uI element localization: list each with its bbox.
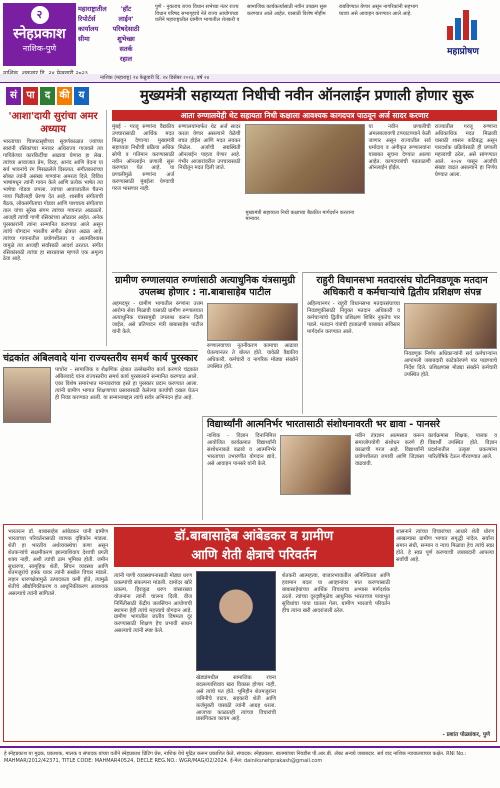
side-link: सीमा (78, 35, 90, 43)
feature-column: शासनाने त्यांच्या विचारांच्या आधारे शेती धोरण आखल्यास ग्रामीण भागात समृद्धी नांदेल. सर्वांना समान संधी, सन्मान व न्याय मिळावा हेच त्यांचे स्वप्न होते. हे स्वप्न पूर्ण करण्याची जबाबदारी आपल्या सर्वांची आहे. (396, 529, 494, 563)
masthead-label: 'हॉट (120, 5, 132, 13)
side-link: कार्यालय (78, 25, 99, 33)
feature-headline-line: डॉ.बाबासाहेब आंबेडकर व ग्रामीण (174, 529, 334, 544)
masthead (0, 0, 500, 83)
feature-column: शेतकरी आत्महत्या, बाजारभावातील अनिश्चितता आणि हवामान बदल या आव्हानांवर मात करण्यासाठी बाबासाहेबांच्या आर्थिक विचारांचा अभ्यास मार्गदर्शक ठरतो. त्यांच्या दूरदृष्टीमुळेच आधुनिक भारताच्या पायाभूत सुविधांचा पाया घातला गेला. ग्रामीण भारताचे परिवर्तन हीच त्यांना खरी आदरांजली ठरेल. (282, 573, 390, 614)
election-story-body: अहिल्यानगर - राहुरी विधानसभा मतदारसंघाच्या निवडणुकीसाठी नियुक्त मतदान अधिकारी व कर्मचाऱ्यांचे द्वितीय प्रशिक्षण शिबिर नुकतेच पार पडले. मतदान यंत्रांची हाताळणी याबाबत सविस्तर मार्गदर्शन करण्यात आले. (307, 301, 400, 335)
section-letter: की (57, 87, 72, 105)
newspaper-logo (3, 3, 76, 66)
award-winner-photo (3, 367, 51, 423)
edition-number: २ (31, 6, 49, 24)
paper-name: स्नेहप्रकाश (13, 26, 66, 42)
top-story-subheadline: आता रुग्णालयेही थेट सहायता निधी कक्षाला आवश्यक कागदपत्र पाठवून अर्ज सादर करणार (112, 110, 497, 121)
feature-column: त्यांनी पाणी व्यवस्थापनासाठी मोठ्या धरण प्रकल्पांची संकल्पना मांडली. दामोदर खोरे प्रकल्प, हिराकुड धरण यांसारख्या योजनांना त्यांनी चालना दिली. वीज निर्मितीसाठी केंद्रीय जलसिंचन आयोगाची स्थापना हेही त्यांचे महत्त्वाचे योगदान आहे. ग्रामीण भागातील जातीय विषमता दूर करण्यासाठी शिक्षण हेच प्रभावी साधन असल्याचे त्यांनी स्पष्ट केले. (114, 573, 192, 635)
science-body: कार्यक्रमास शिक्षक, पालक व विद्यार्थी उपस्थित होते. विज्ञान प्रदर्शनातील उत्कृष्ट प्रकल्पांना पारितोषिके देऊन गौरवण्यात आले. (428, 433, 497, 460)
edition-name: नाशिक-पुणे (22, 44, 57, 53)
masthead-strip: नाशिक (महाराष्ट्र) २४ फेब्रुवारी दि. २४ डिसेंबर २०२३, वर्ष २४ (0, 74, 500, 82)
training-photo (404, 303, 497, 349)
science-photo (280, 435, 351, 495)
award-body: पाचोरा - सामाजिक व शैक्षणिक क्षेत्रात उल्लेखनीय कार्य करणारे चंद्रकांत अंबिलवादे यांना राज्यस्तरीय समर्थ कार्य पुरस्काराने सन्मानित करण्यात आले. एका विशेष समारंभात मान्यवरांच्या हस्ते हा पुरस्कार प्रदान करण्यात आला. त्यांनी ग्रामीण भागात शिक्षणाच्या प्रसारासाठी केलेल्या कार्याची दखल घेऊन ही निवड करण्यात आली. या सन्मानाबद्दल त्यांचे सर्वत्र अभिनंदन होत आहे. (55, 367, 198, 401)
election-story-body: निवडणूक निर्णय अधिकाऱ्यांनी सर्व कर्मचाऱ्यांना आपापली जबाबदारी काटेकोरपणे पार पाडण्याचे निर्देश दिले. प्रशिक्षणास मोठ्या संख्येने कर्मचारी उपस्थित होते. (404, 351, 497, 378)
feature-headline-line: आणि शेती क्षेत्राचे परिवर्तन (191, 548, 317, 563)
section-band (0, 84, 500, 108)
meeting-photo (245, 124, 365, 223)
feature-column: खेड्यांमधील सामाजिक रचना बदलल्याशिवाय खरा विकास होणार नाही, असे त्यांचे मत होते. भूमिहीन शेतमजुरांना जमिनीचे वाटप, सहकारी शेती आणि कर्जमुक्ती यासाठी त्यांनी आग्रह धरला. आजच्या काळातही त्यांच्या विचारांची प्रासंगिकता कायम आहे. (196, 675, 276, 723)
top-story-photo-block (245, 124, 365, 270)
top-story-body: राज्यातील गरजू रुग्णांना अधिकाधिक मदत मिळावी यासाठी शासन कटिबद्ध असून पारदर्शक प्रक्रियेसाठी ही प्रणाली महत्त्वाची ठरेल, असे सांगण्यात आले. २०२४ पासून अर्जांची संख्या वाढत असल्याने हा निर्णय घेण्यात आला. (434, 124, 497, 179)
science-body: नवीन तंत्रज्ञान आत्मसात करून समाजोपयोगी संशोधन करणे ही काळाची गरज आहे. विद्यार्थ्यांनी प्रयोगशीलता जपावी आणि जिज्ञासा वाढवावी. (355, 433, 424, 467)
section-letter: सं (6, 87, 21, 105)
science-story (202, 416, 497, 520)
election-story-headline: राहुरी विधानसभा मतदारसंघ घोटनिवडणूक मतदान अधिकारी व कर्मचाऱ्यांचे द्वितीय प्रशिक्षण संपन्न (316, 275, 488, 298)
section-letter: य (74, 87, 89, 105)
side-link: महाराष्ट्रातील (78, 5, 107, 13)
top-story (112, 110, 497, 270)
main-headline: मुख्यमंत्री सहाय्यता निधीची नवीन ऑनलाईन प्रणाली होणार सुरू (140, 88, 474, 104)
hospital-story-body: अहमदपूर - ग्रामीण भागातील रुग्णांना उत्तम आरोग्य सेवा मिळावी यासाठी ग्रामीण रुग्णालयात अत्याधुनिक यंत्रसामुग्री उपलब्ध करून दिली जाईल, असे प्रतिपादन मंत्री बाबासाहेब पाटील यांनी केले. (112, 301, 203, 335)
hospital-story-body: रुग्णालयाच्या नूतनीकरण कामाचा आढावा घेतल्यानंतर ते बोलत होते. यावेळी वैद्यकीय अधिकारी, कर्मचारी व नागरिक मोठ्या संख्येने उपस्थित होते. (207, 343, 298, 371)
masthead-label: रहाल (119, 55, 133, 63)
feature-author: - प्रशांत पोळ्यांकर, पुणे (442, 732, 490, 738)
science-body: नाशिक - विज्ञान दिनानिमित्त आयोजित कार्यक्रमात विद्यार्थ्यांनी संशोधनाकडे वळावे व आत्मनिर्भर भारताच्या उभारणीत योगदान द्यावे, असे आवाहन पानसरे यांनी केले. (207, 433, 276, 467)
masthead-label: लाईन' (118, 15, 134, 23)
award-story (3, 350, 198, 520)
award-headline: चंद्रकांत अंबिलवादे यांना राज्यस्तरीय समर्थ कार्य पुरस्कार (3, 353, 198, 364)
hospital-story-headline: ग्रामीण रुग्णालयात रुग्णांसाठी अत्याधुनिक यंत्रसामुग्री उपलब्ध होणार : ना.बाबासाहेब पाटील (114, 275, 296, 298)
section-title (6, 87, 89, 105)
top-story-body: या नवीन प्रणालीची अंमलबजावणी टप्प्याटप्प्याने केली जाणार असून राज्यातील सर्व धर्मादाय व अंगीकृत रुग्णालयांना याबाबत सूचना देण्यात आल्या आहेत. कागदपत्रांची पडताळणी ऑनलाईन होईल. (368, 124, 431, 172)
editorial-column (3, 110, 107, 346)
election-story (302, 272, 497, 414)
top-story-body: मुंबई - गरजू रुग्णांना वैद्यकीय उपचारासाठी आर्थिक मदत मिळवून देणाऱ्या मुख्यमंत्री सहाय्यता निधीची प्रक्रिया अधिक सोपी व गतिमान करण्यासाठी नवीन ऑनलाईन प्रणाली सुरू करण्यात येत आहे. या प्रणालीमुळे रुग्णांना अर्ज करण्यासाठी मुंबईला येण्याची गरज भासणार नाही. (112, 124, 175, 193)
editorial-heading: 'आशा'दायी सुरांचा अमर अध्याय (8, 111, 98, 135)
imprint-footer: हे स्नेहप्रकाश या मुद्रक, प्रकाशक, मालक व संपादक यांच्या वतीने स्नेहप्रकाश प्रिंटिंग प्रेस, नाशिक येथे मुद्रित करून प्रकाशित केले. संपादक: स्नेहप्रकाश. बातम्यांच्या निवडीस पी.आर.बी. अ‍ॅक्ट अन्वये जबाबदार. सर्व वाद नाशिक न्यायालयाच्या कक्षेत. RNI No.: MAHMAR/2012/42371, TITLE CODE: MAHMAR40524, DECLE REG.NO.: WGR/MAG/02/2024. ई-मेल: dainiksnehprakash@gmail.com (0, 746, 500, 788)
photo-caption: मुख्यमंत्री सहाय्यता निधी कक्षाच्या बैठकीत मार्गदर्शन करताना मान्यवर. (245, 209, 355, 223)
brand-block (430, 4, 496, 66)
brand-logo-icon (443, 6, 483, 40)
feature-column: भारतरत्न डॉ. बाबासाहेब आंबेडकर यांनी ग्रामीण भारताच्या परिवर्तनासाठी व्यापक दृष्टिकोन मांडला. शेती हा भारतीय अर्थव्यवस्थेचा कणा असून शेतकऱ्यांचे सक्षमीकरण झाल्याशिवाय देशाची प्रगती शक्य नाही, अशी त्यांची ठाम भूमिका होती. जमीन सुधारणा, सामूहिक शेती, सिंचन व्यवस्था आणि शेतमजुरांचे हक्क यावर त्यांनी सखोल विचार मांडले. लहान धारणक्षेत्रामुळे उत्पादकता कमी होते, त्यामुळे शेतीचे औद्योगिकीकरण व आधुनिकीकरण आवश्यक असल्याचे त्यांनी सांगितले. (8, 529, 108, 598)
masthead-side-links (78, 4, 107, 44)
hospital-photo (207, 303, 298, 341)
section-letter: पा (23, 87, 38, 105)
section-letter: द (40, 87, 55, 105)
science-headline: विद्यार्थ्यांनी आत्मनिर्भर भारतासाठी संशोधनावरती भर द्यावा - पानसरे (207, 419, 440, 430)
brand-name: महाप्रोषण (447, 47, 479, 57)
masthead-label: शुभेच्छा (117, 35, 135, 43)
masthead-intro-text: पुणे - नुकताच राज्य विधान सभेच्या नंतर राज्य विधान परिषद सभागृहाचे नेते राज्य आयोगाच्या वतीने महाराष्ट्रातील ग्रामीण भागातील शेतकरी व सामाजिक कार्यकर्त्यांसाठी नवीन उपक्रम सुरू करण्यात आले आहेत. यासाठी विशेष मोहीम राबविण्यात येणार असून नागरिकांनी सहभाग घ्यावा असे आवाहन करण्यात आले आहे. (155, 4, 418, 24)
editorial-body: भारताच्या चित्रपटसृष्टीच्या सुवर्णकाळात ज्यांच्या स्वरांनी रसिकांच्या मनावर अधिराज्य गाजवले त्या गायिकेच्या कारकिर्दीचा आढावा घेणारा हा लेख. त्यांच्या आवाजात प्रेम, विरह, आनंद आणि वेदना या सर्व भावनांचे रंग मिसळलेले दिसतात. संगीतकारांच्या सोबत त्यांनी असंख्य गाण्यांना अमरत्व दिले. विविध भाषांमधून त्यांनी गायन केले आणि प्रत्येक भाषेत त्या भाषेचा गोडवा जपला. त्यांच्या आवाजातील चैतन्य नव्या पिढीलाही प्रेरणा देत आहे. शास्त्रीय संगीताची बैठक, लोकसंगीताचा गोडवा आणि पाश्चात्य संगीताचा ताल यांचा सुरेख संगम त्यांच्या गायनात आढळतो. आजही त्यांची गाणी रसिकांच्या ओठावर आहेत. अनेक पुरस्कारांनी त्यांना सन्मानित करण्यात आले असून त्यांचे योगदान भारतीय संगीत क्षेत्रात अढळ आहे. त्यांच्या गायनातील प्रयोगशीलता व आत्मविश्वास यामुळे त्या आजही सर्वांसाठी आदर्श ठरतात. संगीत रसिकांसाठी त्यांचा हा स्वरप्रवास म्हणजे एक अमूल्य ठेवा आहे. (3, 139, 103, 263)
masthead-label: परिषदेसाठी (112, 25, 140, 33)
ambedkar-portrait (196, 571, 276, 671)
ambedkar-feature (3, 524, 497, 742)
top-story-body: रुग्णालयांमार्फत थेट अर्ज सादर करता येणार असल्याने वेळेची बचत होईल आणि मदत लवकर मिळेल. अर्जाची सद्यस्थिती ऑनलाईन पाहता येणार आहे. गंभीर आजारांवरील उपचारासाठी निधीतून मदत दिली जाते. (178, 124, 241, 172)
feature-headline (114, 527, 394, 567)
masthead-labels (100, 4, 152, 64)
side-link: रिपोर्टर्स (78, 15, 96, 23)
masthead-label: सतर्क (119, 45, 133, 53)
